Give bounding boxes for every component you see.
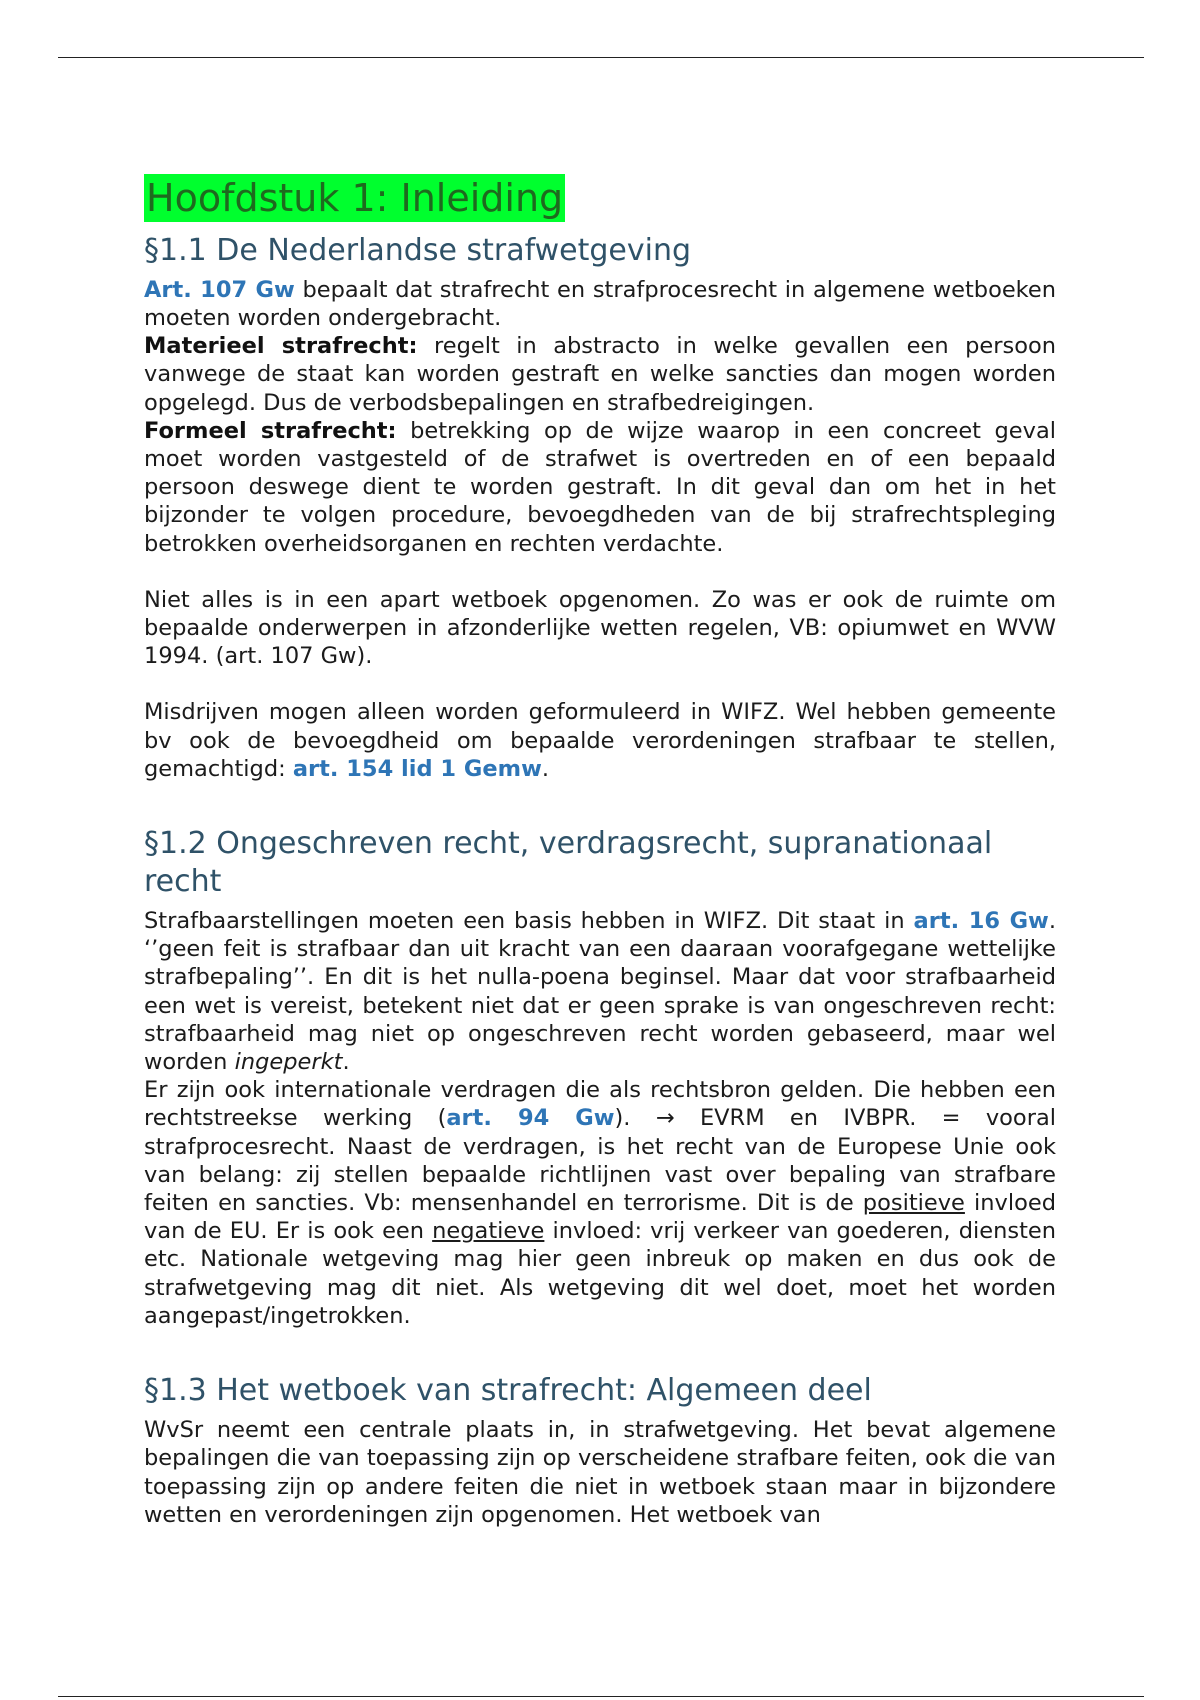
paragraph-apart-wetboek: Niet alles is in een apart wetboek opgenomen. Zo was er ook de ruimte om bepaalde onderwerpen in afzonderlijke wetten regelen, VB: opiumwet en WVW 1994. (art. 107 Gw). [144, 586, 1056, 670]
paragraph-verdragen: Er zijn ook internationale verdragen die als rechtsbron gelden. Die hebben een rechtstreekse werking (art. 94 Gw). → EVRM en IVBPR. = vooral strafprocesrecht. Naast de verdragen, is het recht van de Europese Unie ook van belang: zij stellen bepaalde richtlijnen vast over bepaling van strafbare feiten en sancties. Vb: mensenhandel en terrorisme. Dit is de positieve invloed van de EU. Er is ook een negatieve invloed: vrij verkeer van goederen, diensten etc. Nationale wetgeving mag hier geen inbreuk op maken en dus ook de strafwetgeving mag dit niet. Als wetgeving dit wel doet, moet het worden aangepast/ingetrokken. [144, 1077, 1057, 1329]
term-label: Materieel strafrecht: [144, 333, 418, 360]
document-body [144, 178, 1056, 1529]
chapter-title-text: Hoofdstuk 1: Inleiding [146, 176, 564, 220]
underlined-term: negatieve [432, 1218, 545, 1245]
footer-rule [58, 1696, 1144, 1697]
underlined-term: positieve [862, 1190, 965, 1217]
header-rule [58, 57, 1144, 58]
paragraph-strafbaarstellingen: Strafbaarstellingen moeten een basis hebben in WIFZ. Dit staat in art. 16 Gw. ‘’geen feit is strafbaar dan uit kracht van een daaraan voorafgegane wettelijke strafbepaling’’. En dit is het nulla-poena beginsel. Maar dat voor strafbaarheid een wet is vereist, betekent niet dat er geen sprake is van ongeschreven recht: strafbaarheid mag niet op ongeschreven recht worden gebaseerd, maar wel worden ingeperkt. [144, 908, 1056, 1076]
paragraph-art-107: Art. 107 Gw bepaalt dat strafrecht en strafprocesrecht in algemene wetboeken moeten worden ondergebracht. [144, 276, 1057, 331]
section-heading-1-1: §1.1 De Nederlandse strafwetgeving [144, 232, 692, 268]
term-label: Formeel strafrecht: [144, 417, 397, 444]
law-reference: art. 154 lid 1 Gemw [292, 755, 542, 782]
paragraph-formeel-strafrecht: Formeel strafrecht: betrekking op de wijze waarop in een concreet geval moet worden vastgesteld of de strafwet is overtreden en of een bepaald persoon deswege dient te worden gestraft. In dit geval dan om het in het bijzonder te volgen procedure, bevoegdheden van de bij strafrechtspleging betrokken overheidsorganen en rechten verdachte. [144, 417, 1056, 557]
chapter-title [144, 178, 1056, 220]
section-heading-1-2: §1.2 Ongeschreven recht, verdragsrecht, supranationaal recht [144, 826, 993, 900]
paragraph-wvsr: WvSr neemt een centrale plaats in, in strafwetgeving. Het bevat algemene bepalingen die van toepassing zijn op verscheidene strafbare feiten, ook die van toepassing zijn op andere feiten die niet in wetboek staan maar in bijzondere wetten en verordeningen zijn opgenomen. Het wetboek van [144, 1417, 1056, 1528]
law-reference: art. 94 Gw [446, 1105, 615, 1132]
section-heading-1-3: §1.3 Het wetboek van strafrecht: Algemeen deel [144, 1373, 872, 1409]
paragraph-misdrijven: Misdrijven mogen alleen worden geformuleerd in WIFZ. Wel hebben gemeente bv ook de bevoegdheid om bepaalde verordeningen strafbaar te stellen, gemachtigd: art. 154 lid 1 Gemw. [144, 699, 1056, 782]
law-reference: art. 16 Gw [913, 908, 1049, 935]
paragraph-materieel-strafrecht: Materieel strafrecht: regelt in abstracto in welke gevallen een persoon vanwege de staat kan worden gestraft en welke sancties dan mogen worden opgelegd. Dus de verbodsbepalingen en strafbedreigingen. [144, 333, 1056, 416]
emphasis-text: ingeperkt [234, 1049, 343, 1076]
law-reference: Art. 107 Gw [144, 276, 295, 303]
